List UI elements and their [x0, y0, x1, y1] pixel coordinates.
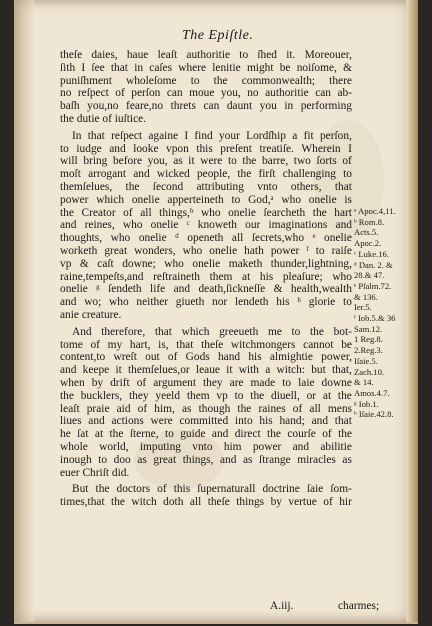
margin-note: ᵍ Iob.1. — [354, 398, 379, 409]
margin-note: Zach.10. — [354, 366, 385, 377]
text-line: euer Chriſt did. — [60, 466, 130, 479]
paragraph-1 — [60, 49, 352, 126]
margin-note: ᵉ Pſalm.72. — [354, 280, 392, 291]
text-line: And therefore, that which greeueth me to the bot- — [72, 325, 352, 338]
margin-note: & 14. — [354, 377, 374, 388]
text-line: liues and actions were committed into his hand; and that — [60, 415, 352, 428]
margin-note: Acts.5. — [354, 227, 379, 238]
margin-note: Sam.12. — [354, 323, 383, 334]
text-line: vp & caſt downe; who onelie maketh thunder,lightning, — [60, 257, 352, 270]
margin-note: ᶜ Luke.16. — [354, 248, 389, 259]
margin-note: ᵃ Apoc.4,11. — [354, 206, 396, 216]
text-line: times,that the witch doth all theſe things by vertue of hir — [60, 496, 352, 509]
catchword: charmes; — [338, 600, 380, 612]
margin-note: 1 Reg.8. — [354, 334, 383, 345]
text-line: and wo; who neither giueth nor lendeth his ʰ glorie to — [60, 296, 352, 309]
margin-note: 2.Reg.3. — [354, 345, 383, 356]
text-line: ſith I ſee that in caſes where lenitie might be noiſome, & — [60, 61, 352, 74]
text-line: But the doctors of this ſupernaturall doctrine ſaie ſom- — [72, 483, 352, 496]
margin-note: Apoc.2. — [354, 238, 382, 249]
margin-note: & 136. — [354, 291, 378, 302]
paragraph-4 — [60, 483, 352, 509]
text-line: will bring before you, as it were to the barre, two ſorts of — [60, 155, 352, 168]
text-line: content,to wreſt out of Gods hand his almightie power, — [60, 351, 352, 364]
body-text — [60, 49, 352, 509]
margin-note: ʰ Iſaie.42.8. — [354, 409, 394, 420]
text-line: worketh great wonders, who onelie hath power ᶠ to raiſe — [60, 244, 352, 257]
paragraph-2 — [60, 130, 352, 322]
text-line: the bucklers, they yeeld them vp to the diuell, or at the — [60, 389, 352, 402]
text-line: power which onelie apperteineth to God,ᵃ who onelie is — [60, 193, 352, 206]
text-line: and reines, who onelie ᶜ knoweth our imaginations and — [60, 219, 352, 232]
text-line: anie creature. — [60, 308, 122, 321]
running-head: The Epiſtle. — [182, 28, 254, 43]
text-line: he ſat at the ſterne, to guide and direct the courſe of the — [60, 428, 352, 441]
text-line: theſe daies, haue leaſt authoritie to ſhed it. Moreouer, — [60, 49, 352, 61]
text-line: In that reſpect againe I find your Lordſhip a fit perſon, — [72, 129, 352, 142]
text-line: baſh you,no feare,no threts can daunt you in performing — [60, 100, 352, 113]
text-line: tome of my hart, is, that theſe witchmongers cannot be — [60, 338, 352, 351]
margin-note: ᶠ Iob.5.& 36 — [354, 313, 396, 324]
margin-note: Ier.5. — [354, 302, 372, 313]
paragraph-3 — [60, 326, 352, 480]
book-page — [14, 0, 418, 624]
page-gutter-shadow — [14, 0, 34, 622]
text-line: onelie ᵍ ſendeth life and death,ſickneſſe & health,wealth — [60, 283, 352, 296]
text-line: no reſpect of perſon can moue you, no authoritie can ab- — [60, 87, 352, 100]
margin-note: Amos.4.7. — [354, 387, 390, 398]
text-line: to iudge and looke vpon this preſent treatiſe. Wherein I — [60, 142, 352, 155]
margin-note: Iſaie.5. — [354, 355, 378, 366]
text-line: whole world, imputing vnto him power and abilitie — [60, 440, 352, 453]
margin-notes — [354, 206, 414, 420]
text-line: leaſt praie aid of him, as though the raines of all mens — [60, 402, 352, 415]
margin-note: ᵇ Rom.8. — [354, 216, 385, 227]
text-line: moſt arrogant and wicked people, the firſt challenging to — [60, 168, 352, 181]
text-line: when by drift of argument they are made to laie downe — [60, 376, 352, 389]
margin-note: ᵈ Dan. 2. & — [354, 259, 393, 270]
text-line: puniſhment wholeſome to the commonwealth; there — [60, 74, 352, 87]
text-line: thoughts, who onelie ᵈ openeth all ſecrets,who ᵉ onelie — [60, 232, 352, 245]
text-line: and keepe it themſelues,or leaue it with a witch: but that, — [60, 364, 352, 377]
text-line: the dutie of iuſtice. — [60, 112, 147, 125]
text-line: inough to doo as great things, and as ſtrange miracles as — [60, 453, 352, 466]
text-line: raine,tempeſts,and reſtraineth them at his pleaſure; who — [60, 270, 352, 283]
signature-mark: A.iij. — [270, 600, 294, 612]
text-line: the Creator of all things,ᵇ who onelie ſearcheth the hart — [60, 206, 352, 219]
text-line: themſelues, the ſecond attributing vnto others, that — [60, 180, 352, 193]
margin-note: 28.& 47. — [354, 270, 385, 281]
